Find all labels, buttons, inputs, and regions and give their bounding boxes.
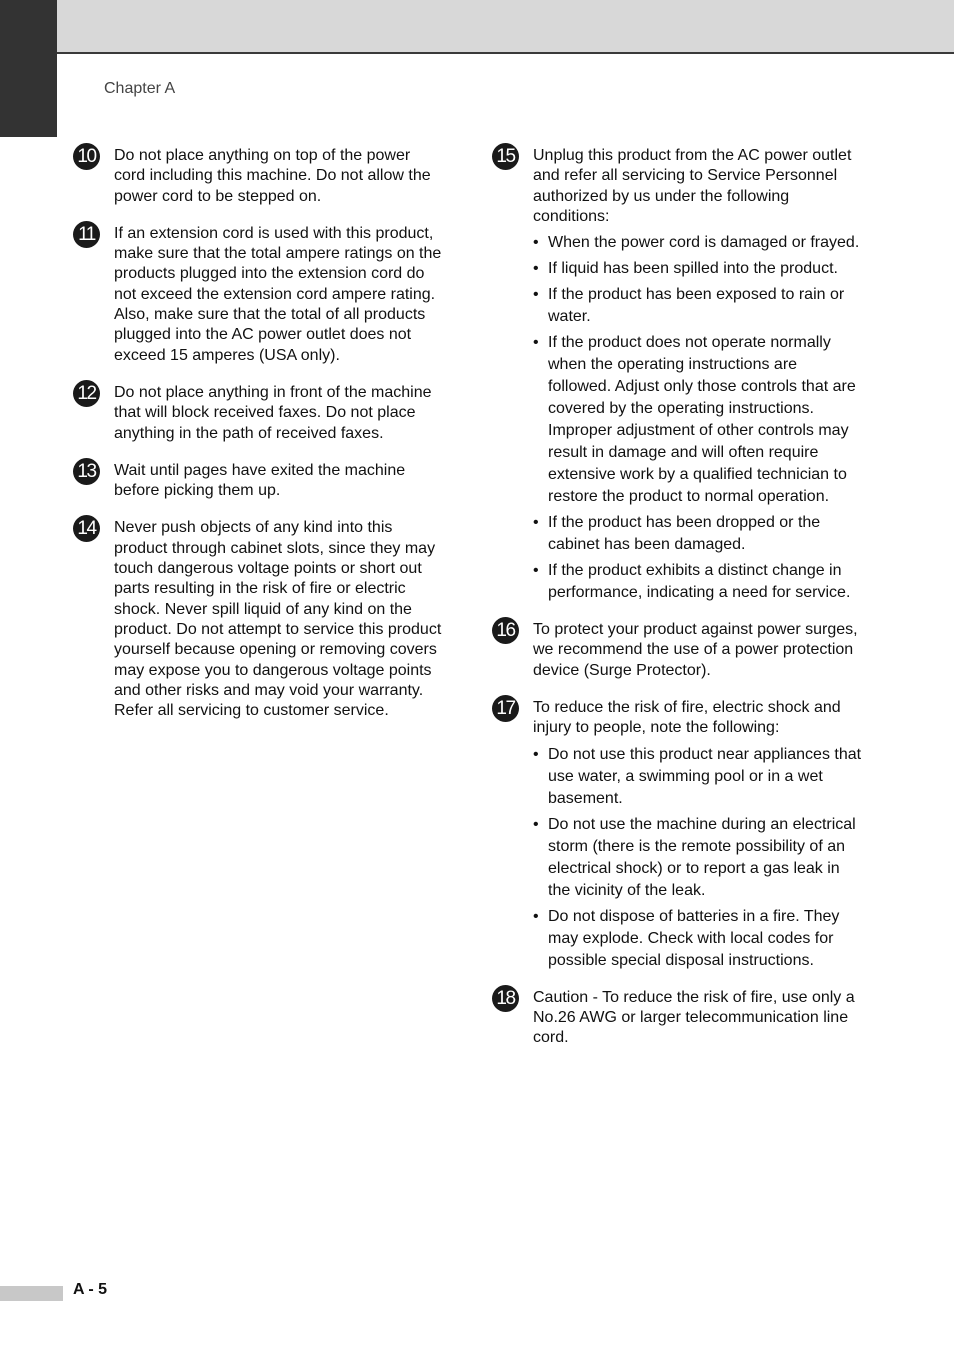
right-column [492,146,864,1049]
item-number-badge: 12 [73,380,100,407]
item-number-badge: 15 [492,143,519,170]
safety-item-18 [492,988,864,1049]
item-number-badge: 18 [492,985,519,1012]
left-column [73,146,443,721]
item-number-badge: 10 [73,143,100,170]
item-number-badge: 17 [492,695,519,722]
item-number-badge: 11 [73,221,100,248]
safety-item-16 [492,620,864,681]
item-number-badge: 16 [492,617,519,644]
item-text: Unplug this product from the AC power outlet and refer all servicing to Service Personnel authorized by us under the following conditions: [533,147,852,225]
item-number-badge: 14 [73,515,100,542]
item-text: If an extension cord is used with this product, make sure that the total ampere ratings on the products plugged into the extension cord do not exceed the extension cord ampere rating. Also, make sure that the total of all products plugged into the AC power outlet does not exceed 15 amperes (USA only). [114,224,442,364]
list-item: • Do not use this product near appliances that use water, a swimming pool or in a wet basement. [533,745,862,807]
condition-list [533,232,864,604]
list-item: • If the product exhibits a distinct change in performance, indicating a need for service. [533,562,851,602]
item-text: Do not place anything in front of the machine that will block received faxes. Do not place anything in the path of received faxes. [114,383,432,442]
item-text: Do not place anything on top of the power cord including this machine. Do not allow the power cord to be stepped on. [114,147,431,205]
list-item: • If the product has been exposed to rain or water. [533,286,845,326]
item-text: To reduce the risk of fire, electric shock and injury to people, note the following: [533,699,841,737]
list-item: • When the power cord is damaged or frayed. [533,234,860,252]
footer-bar [0,1286,63,1301]
header-bar [57,0,954,54]
list-item: • Do not dispose of batteries in a fire. They may explode. Check with local codes for possible special disposal instructions. [533,907,840,969]
list-item: • If the product has been dropped or the cabinet has been damaged. [533,514,821,554]
safety-item-17 [492,698,864,972]
safety-item-14 [73,518,443,721]
list-item: • If liquid has been spilled into the product. [533,260,838,278]
safety-item-12 [73,383,443,444]
item-text: Never push objects of any kind into this product through cabinet slots, since they may touch dangerous voltage points or short out parts resulting in the risk of fire or electric shock. Never spill liquid of any kind on the product. Do not attempt to service this product yourself because opening or removing covers may expose you to dangerous voltage points and other risks and may void your warranty. Refer all servicing to customer service. [114,519,442,720]
list-item: • If the product does not operate normally when the operating instructions are followed. Adjust only those controls that are covered by the operating instructions. Improper adjustment of other controls may result in damage and will often require extensive work by a qualified technician to restore the product to normal operation. [533,334,856,506]
page-number: A - 5 [73,1281,108,1298]
chapter-label: Chapter A [104,80,176,97]
safety-item-15 [492,146,864,604]
precaution-list [533,744,864,972]
list-item: • Do not use the machine during an electrical storm (there is the remote possibility of an electrical shock) or to report a gas leak in the vicinity of the leak. [533,815,856,899]
item-text: Caution - To reduce the risk of fire, use only a No.26 AWG or larger telecommunication line cord. [533,988,855,1047]
safety-item-10 [73,146,443,207]
item-number-badge: 13 [73,458,100,485]
item-text: To protect your product against power surges, we recommend the use of a power protection device (Surge Protector). [533,621,858,679]
chapter-side-tab [0,0,57,137]
safety-item-13 [73,461,443,502]
safety-item-11 [73,224,443,366]
item-text: Wait until pages have exited the machine before picking them up. [114,461,406,500]
